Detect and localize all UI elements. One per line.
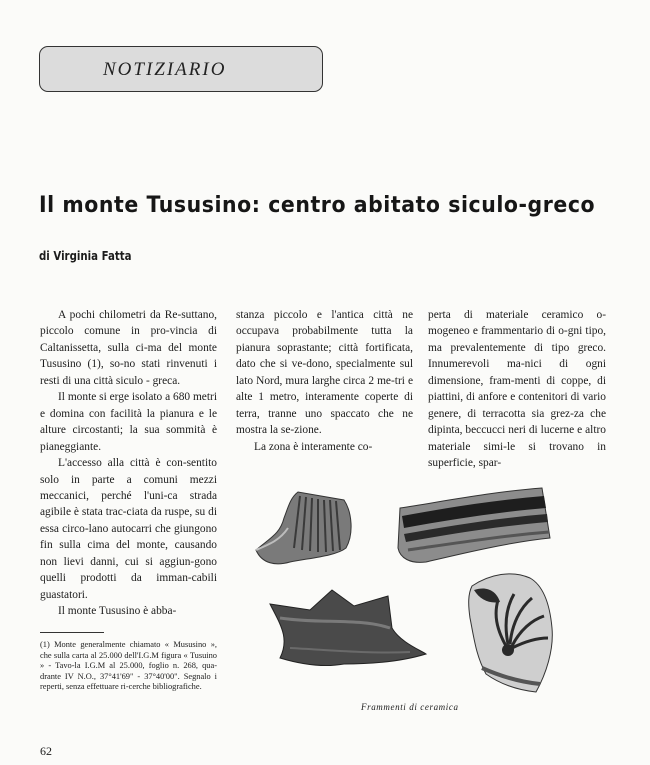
ceramic-fragments-photo	[250, 478, 560, 700]
paragraph: stanza piccolo e l'antica città ne occupava probabilmente tutta la pianura soprastante; città fortificata, dato che si ve-dono, specialmente sul lato Nord, mura larghe circa 2 me-tri e alte 1 metro, interamente coperte di terra, tranne uno spaccato che ne mostra la se-zione.	[236, 309, 413, 437]
paragraph: Il monte si erge isolato a 680 metri e domina con facilità la pianura e le alture circostanti; la sua sommità è pianeggiante.	[40, 391, 217, 453]
paragraph: A pochi chilometri da Re-suttano, piccolo comune in pro-vincia di Caltanissetta, sulla ci-ma del monte Tususino (1), so-no stati rinvenuti i resti di una città siculo - greca.	[40, 309, 217, 387]
section-banner	[39, 46, 323, 92]
ceramic-fragment-ribbed	[256, 492, 351, 564]
section-banner-label: NOTIZIARIO	[103, 59, 227, 80]
article-title: Il monte Tususino: centro abitato siculo-greco	[39, 193, 596, 218]
ceramic-fragment-banded	[398, 488, 550, 562]
paragraph: perta di materiale ceramico o-mogeneo e frammentario di o-gni tipo, ma prevalentemente di tipo greco. Innumerevoli ma-nici di ogni dimensione, fram-menti di coppe, di piattini, di anfore e contenitori di vario genere, di terracotta sia grez-za che dipinta, beccucci neri di lucerne e altro materiale simi-le si trovano in superficie, spar-	[428, 309, 606, 470]
paragraph: Il monte Tususino è abba-	[58, 605, 177, 618]
text-column-1	[40, 307, 217, 620]
footnote: (1) Monte generalmente chiamato « Mususino », che sulla carta al 25.000 dell'I.G.M figura « Tusuino » - Tavo-la I.G.M al 25.000, foglio n. 268, qua-drante IV N.O., 37°41'69" - 37°40'00". Segnalo i reperti, senza effettuare ri-cerche bibliografiche.	[40, 640, 217, 691]
page-number: 62	[40, 744, 52, 758]
paragraph: L'accesso alla città è con-sentito solo in parte a comuni mezzi meccanici, perché l'uni-ca strada agibile è stata trac-ciata da ruspe, su di essa circo-lano autocarri che giungono fin sulla cima del monte, causando non lievi danni, cui si aggiun-gono quelli prodotti da imman-cabili guastatori.	[40, 457, 217, 601]
ceramic-fragment-dark	[270, 590, 426, 666]
ceramic-fragment-painted	[469, 574, 553, 692]
text-column-3	[428, 307, 606, 472]
text-column-2	[236, 307, 413, 455]
figure-caption: Frammenti di ceramica	[361, 702, 459, 712]
article-author: di Virginia Fatta	[39, 249, 132, 263]
footnote-rule	[40, 632, 104, 633]
paragraph: La zona è interamente co-	[254, 440, 373, 453]
